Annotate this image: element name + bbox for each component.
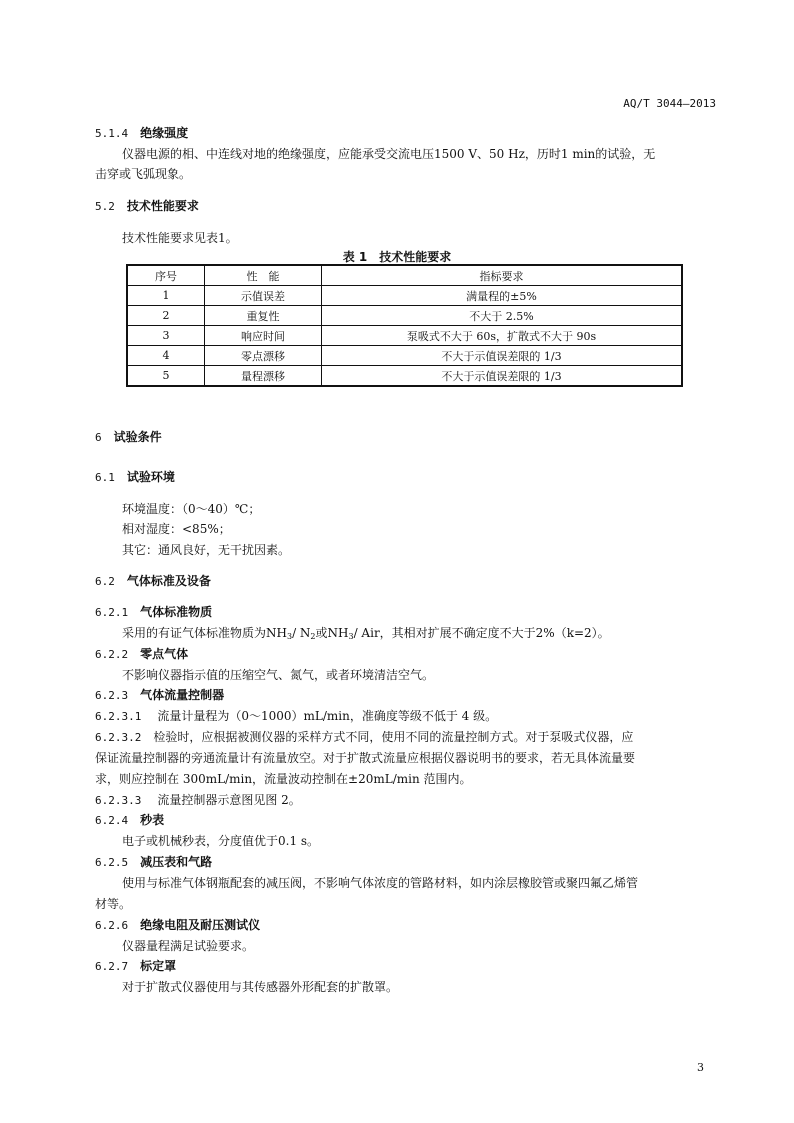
text-run: 检验时，应根据被测仪器的采样方式不同，使用不同的流量控制方式。对于泵吸式仪器，应 xyxy=(153,730,634,744)
table-row xyxy=(127,286,682,306)
heading-title: 减压表和气路 xyxy=(140,855,213,869)
text-run: 采用的有证气体标准物质为NH xyxy=(122,626,287,640)
subscript: 3 xyxy=(286,632,293,641)
column-header: 序号 xyxy=(127,265,205,286)
heading-number: 6.2.5 xyxy=(95,856,129,869)
heading-title: 绝缘电阻及耐压测试仪 xyxy=(140,918,261,932)
table-cell: 2 xyxy=(127,306,205,326)
table-row xyxy=(127,306,682,326)
heading-6-2-1 xyxy=(95,603,212,620)
heading-number: 5.1.4 xyxy=(95,127,129,140)
column-header: 性 能 xyxy=(205,265,322,286)
clause-number: 6.2.3.3 xyxy=(95,794,142,807)
table-cell: 响应时间 xyxy=(205,326,322,346)
paragraph-line: 不影响仪器指示值的压缩空气、氮气，或者环境清洁空气。 xyxy=(122,668,435,682)
text-run: / N xyxy=(292,626,311,640)
heading-6-2-7 xyxy=(95,957,176,974)
heading-6-2-6 xyxy=(95,916,260,933)
heading-5-1-4 xyxy=(95,124,188,141)
heading-6-2-4 xyxy=(95,811,164,828)
text-run: / Air，其相对扩展不确定度不大于2%（k=2）。 xyxy=(353,626,610,640)
heading-title: 绝缘强度 xyxy=(140,126,189,140)
paragraph-line: 材等。 xyxy=(95,897,132,911)
heading-number: 6.2 xyxy=(95,575,115,588)
heading-title: 标定罩 xyxy=(140,959,177,973)
subscript: 2 xyxy=(310,632,316,641)
table-cell: 5 xyxy=(127,366,205,387)
paragraph-line: 保证流量控制器的旁通流量计有流量放空。对于扩散式流量应根据仪器说明书的要求，若无具体流量要 xyxy=(95,751,636,765)
heading-number: 6.2.7 xyxy=(95,960,129,973)
paragraph-line xyxy=(95,791,301,808)
text-run: 流量计量程为（0～1000）mL/min，准确度等级不低于 4 级。 xyxy=(157,709,498,723)
clause-number: 6.2.3.2 xyxy=(95,731,142,744)
paragraph-line: 击穿或飞弧现象。 xyxy=(95,167,192,181)
heading-6 xyxy=(95,428,162,445)
heading-number: 6.2.3 xyxy=(95,689,129,702)
heading-number: 6.2.6 xyxy=(95,919,129,932)
paragraph-line: 其它：通风良好，无干扰因素。 xyxy=(122,543,291,557)
heading-title: 试验环境 xyxy=(126,470,175,484)
heading-title: 气体标准物质 xyxy=(140,605,213,619)
paragraph-line xyxy=(95,728,633,745)
paragraph-line: 技术性能要求见表1。 xyxy=(122,231,238,245)
table-cell: 满量程的±5% xyxy=(322,286,683,306)
heading-5-2 xyxy=(95,197,199,214)
page-number: 3 xyxy=(697,1061,704,1074)
paragraph-line xyxy=(95,707,497,724)
table-cell: 零点漂移 xyxy=(205,346,322,366)
heading-number: 6.1 xyxy=(95,471,115,484)
paragraph-line: 求，则应控制在 300mL/min，流量波动控制在±20mL/min 范围内。 xyxy=(95,772,472,786)
heading-6-2 xyxy=(95,572,211,589)
table-cell: 不大于示值误差限的 1/3 xyxy=(322,366,683,387)
table-cell: 3 xyxy=(127,326,205,346)
heading-6-2-3 xyxy=(95,686,224,703)
table-cell: 示值误差 xyxy=(205,286,322,306)
paragraph-line: 环境温度：（0～40）℃； xyxy=(122,502,261,516)
heading-title: 气体标准及设备 xyxy=(126,574,211,588)
heading-number: 5.2 xyxy=(95,200,115,213)
table-cell: 重复性 xyxy=(205,306,322,326)
heading-title: 技术性能要求 xyxy=(126,199,199,213)
table-cell: 4 xyxy=(127,346,205,366)
table-cell: 1 xyxy=(127,286,205,306)
paragraph-line: 仪器电源的相、中连线对地的绝缘强度，应能承受交流电压1500 V、50 Hz，历时1 min的试验，无 xyxy=(122,147,656,161)
column-header: 指标要求 xyxy=(322,265,683,286)
paragraph-line: 电子或机械秒表，分度值优于0.1 s。 xyxy=(122,834,320,848)
table-cell: 不大于 2.5% xyxy=(322,306,683,326)
heading-6-1 xyxy=(95,468,175,485)
heading-number: 6.2.1 xyxy=(95,606,129,619)
paragraph-line: 使用与标准气体钢瓶配套的减压阀，不影响气体浓度的管路材料，如内涂层橡胶管或聚四氟乙烯管 xyxy=(122,876,639,890)
heading-number: 6.2.4 xyxy=(95,814,129,827)
paragraph-line: 对于扩散式仪器使用与其传感器外形配套的扩散罩。 xyxy=(122,980,399,994)
table-cell: 量程漂移 xyxy=(205,366,322,387)
table-cell: 不大于示值误差限的 1/3 xyxy=(322,346,683,366)
clause-number: 6.2.3.1 xyxy=(95,710,142,723)
heading-title: 试验条件 xyxy=(113,430,162,444)
subscript: 3 xyxy=(348,632,354,641)
heading-6-2-2 xyxy=(95,645,188,662)
document-id: AQ/T 3044—2013 xyxy=(623,97,716,110)
table-cell: 泵吸式不大于 60s，扩散式不大于 90s xyxy=(322,326,683,346)
table-caption: 表 1 技术性能要求 xyxy=(342,250,452,264)
table-row xyxy=(127,366,682,387)
heading-title: 秒表 xyxy=(140,813,165,827)
heading-number: 6 xyxy=(95,431,102,444)
table-header-row xyxy=(127,265,682,286)
table-row xyxy=(127,326,682,346)
performance-table xyxy=(126,264,683,387)
paragraph-line: 相对湿度：<85%； xyxy=(122,522,231,536)
text-run: 或NH xyxy=(315,626,349,640)
table-row xyxy=(127,346,682,366)
heading-6-2-5 xyxy=(95,853,212,870)
paragraph-line: 仪器量程满足试验要求。 xyxy=(122,939,255,953)
heading-title: 零点气体 xyxy=(140,647,189,661)
text-run: 流量控制器示意图见图 2。 xyxy=(157,793,301,807)
paragraph-line xyxy=(122,624,610,641)
heading-number: 6.2.2 xyxy=(95,648,129,661)
heading-title: 气体流量控制器 xyxy=(140,688,225,702)
